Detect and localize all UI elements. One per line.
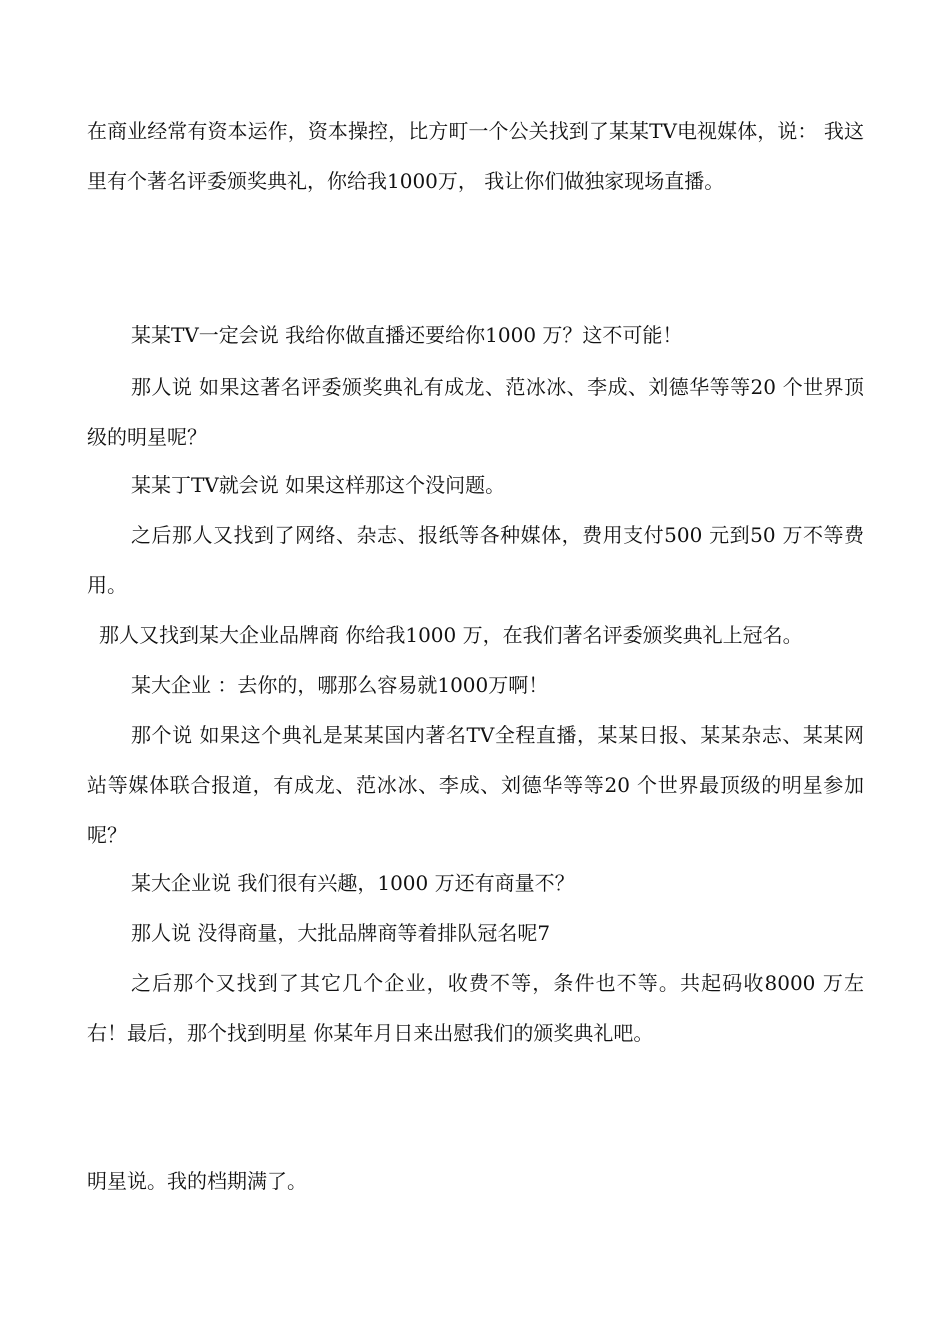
paragraph-8: 那个说 如果这个典礼是某某国内著名TV全程直播，某某日报、某某杂志、某某网站等媒体联合报道，有成龙、范冰冰、李成、刘德华等等20 个世界最顶级的明星参加呢？ — [87, 723, 864, 847]
paragraph-9: 某大企业说 我们很有兴趣，1000 万还有商量不？ — [131, 871, 575, 895]
paragraph-10: 那人说 没得商量，大批品牌商等着排队冠名呢7 — [131, 921, 551, 945]
paragraph-4: 某某丁TV就会说 如果这样那这个没问题。 — [131, 473, 506, 497]
paragraph-7: 某大企业 ：去你的，哪那么容易就1000万啊！ — [131, 673, 549, 697]
paragraph-2: 某某TV一定会说 我给你做直播还要给你1000 万？这不可能！ — [131, 323, 683, 347]
paragraph-1: 在商业经常有资本运作，资本操控，比方町一个公关找到了某某TV电视媒体，说： 我这里有个著名评委颁奖典礼，你给我1000万， 我让你们做独家现场直播。 — [87, 119, 864, 193]
paragraph-12: 明星说。我的档期满了。 — [87, 1169, 307, 1193]
paragraph-3: 那人说 如果这著名评委颁奖典礼有成龙、范冰冰、李成、刘德华等等20 个世界顶级的明星呢？ — [87, 375, 864, 449]
paragraph-11: 之后那个又找到了其它几个企业，收费不等，条件也不等。共起码收8000 万左右！最后，那个找到明星 你某年月日来出慰我们的颁奖典礼吧。 — [87, 971, 864, 1045]
paragraph-5: 之后那人又找到了网络、杂志、报纸等各种媒体，费用支付500 元到50 万不等费用。 — [87, 523, 864, 597]
paragraph-6: 那人又找到某大企业品牌商 你给我1000 万，在我们著名评委颁奖典礼上冠名。 — [99, 623, 803, 647]
